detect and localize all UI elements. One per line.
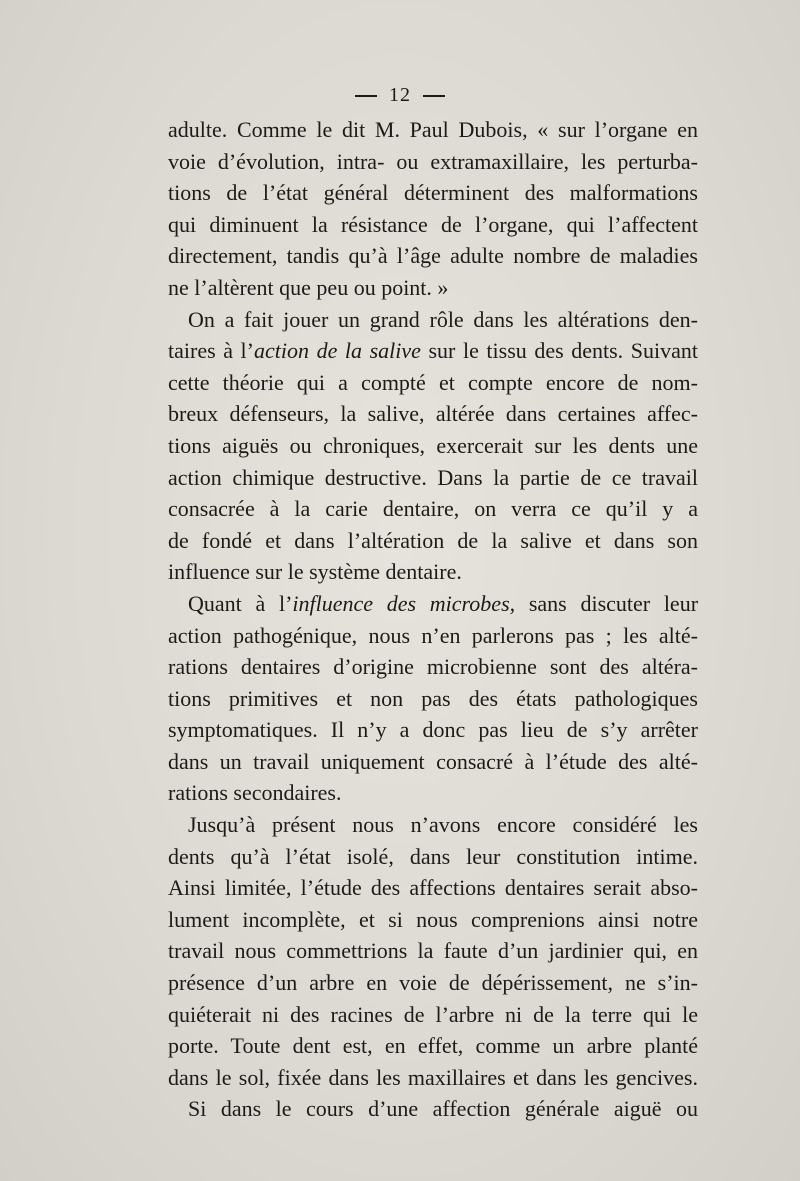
text-line: lument incomplète, et si nous comprenions ainsi notre [168, 906, 698, 932]
page-number-dash-left [355, 95, 377, 97]
text-line: cette théorie qui a compté et compte encore de nom- [168, 369, 698, 395]
text-line: symptomatiques. Il n’y a donc pas lieu de s’y arrêter [168, 717, 698, 743]
text-line: breux défenseurs, la salive, altérée dans certaines affec- [168, 401, 698, 427]
text-line: Si dans le cours d’une affection générale aiguë ou [188, 1096, 698, 1122]
body-text [168, 114, 698, 1125]
text-line: consacrée à la carie dentaire, on verra ce qu’il y a [168, 496, 698, 522]
text-line: dans le sol, fixée dans les maxillaires et dans les gencives. [168, 1064, 698, 1090]
italic-phrase: influence des microbes, [292, 590, 516, 616]
text-line: action chimique destructive. Dans la partie de ce travail [168, 464, 698, 490]
text-line: influence sur le système dentaire. [168, 559, 462, 585]
text-line: Jusqu’à présent nous n’avons encore considéré les [188, 812, 698, 838]
text-line [168, 335, 698, 367]
text-run: sans discuter leur [515, 590, 699, 616]
text-line: rations dentaires d’origine microbienne sont des altéra- [168, 654, 698, 680]
text-line: voie d’évolution, intra- ou extramaxillaire, les perturba- [168, 148, 698, 174]
text-line: ne l’altèrent que peu ou point. » [168, 274, 449, 300]
text-line: directement, tandis qu’à l’âge adulte nombre de maladies [168, 243, 698, 269]
text-line: Ainsi limitée, l’étude des affections dentaires serait abso- [168, 875, 698, 901]
page-number-value: 12 [389, 84, 411, 106]
text-line: On a fait jouer un grand rôle dans les altérations den- [188, 306, 698, 332]
italic-phrase: action de la salive [254, 338, 421, 364]
page-number-dash-right [423, 95, 445, 97]
text-line: porte. Toute dent est, en effet, comme un arbre planté [168, 1033, 698, 1059]
text-line: rations secondaires. [168, 780, 342, 806]
text-line: quiéterait ni des racines de l’arbre ni de la terre qui le [168, 1001, 698, 1027]
text-line: adulte. Comme le dit M. Paul Dubois, « sur l’organe en [168, 117, 698, 142]
text-line: qui diminuent la résistance de l’organe, qui l’affectent [168, 211, 698, 237]
text-line: présence d’un arbre en voie de dépérissement, ne s’in- [168, 970, 698, 996]
text-run: Quant à l’ [188, 590, 293, 616]
page-number [0, 84, 800, 107]
text-line: de fondé et dans l’altération de la salive et dans son [168, 527, 698, 553]
text-run: sur le tissu des dents. Suivant [420, 338, 698, 364]
text-run: taires à l’ [168, 338, 254, 364]
text-line: dans un travail uniquement consacré à l’étude des alté- [168, 748, 698, 774]
text-line: tions primitives et non pas des états pathologiques [168, 685, 698, 711]
text-line: travail nous commettrions la faute d’un jardinier qui, en [168, 938, 698, 964]
text-line [168, 588, 698, 620]
text-line: dents qu’à l’état isolé, dans leur constitution intime. [168, 843, 698, 869]
text-line: action pathogénique, nous n’en parlerons pas ; les alté- [168, 622, 698, 648]
text-line: tions de l’état général déterminent des malformations [168, 180, 698, 206]
text-line: tions aiguës ou chroniques, exercerait sur les dents une [168, 432, 698, 458]
